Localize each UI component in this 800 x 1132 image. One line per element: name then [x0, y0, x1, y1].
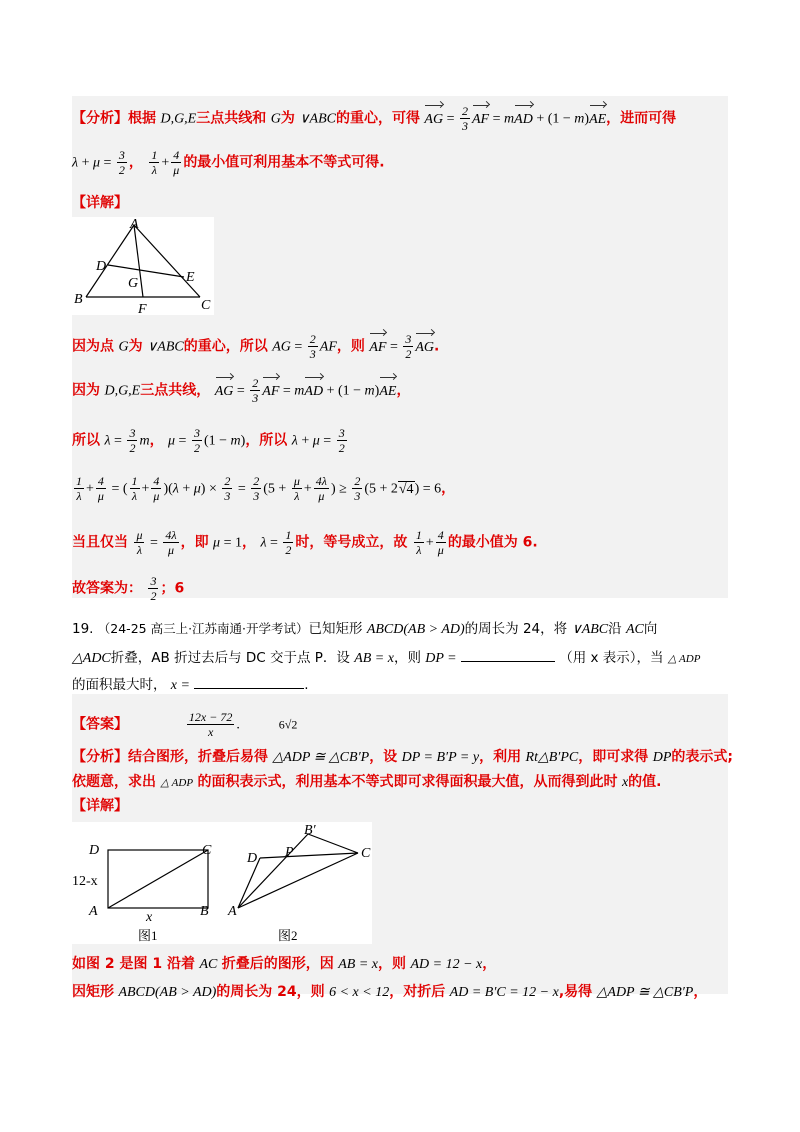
label-B: B	[74, 292, 83, 307]
detail19-line-1: 如图 2 是图 1 沿着 AC 折叠后的图形，因 AB = x，则 AD = 12 − x，	[72, 956, 497, 972]
answer-line: 【答案】 $\frac{12x - 72}{x}$ . 6√2	[72, 710, 298, 739]
label-G: G	[128, 276, 139, 291]
detail-line-5: 当且仅当 $\frac{\mu}{\lambda}$ = $\frac{4\lambda}{\mu}$ ，即 μ = 1， λ = $\frac{1}{2}$ 时，等号成立，故 $\frac{1}{\lambda}$ + $\frac{4}{\mu}$ 的最小值为 6.	[72, 528, 538, 557]
fig1-label-D: D	[89, 843, 100, 858]
detail19-line-2: 因矩形 ABCD(AB > AD)的周长为 24，则 6 < x < 12，对折后 AD = B′C = 12 − x,易得 △ADP ≅ △CB′P，	[72, 984, 708, 1000]
analysis19-line-1: 【分析】结合图形，折叠后易得 △ADP ≅ △CB′P，设 DP = B′P = y，利用 Rt△B′PC，即可求得 DP的表示式;	[72, 749, 733, 765]
analysis19-line-2: 依题意，求出 △ ADP 的面积表示式，利用基本不等式即可求得面积最大值，从而得到此时 x的值.	[72, 774, 662, 790]
triangle-figure	[72, 217, 214, 315]
fig2-label-C: C	[361, 846, 371, 861]
problem19-figures	[72, 822, 372, 944]
fig2-label-A: A	[228, 904, 237, 919]
answer-2: 6√2	[278, 717, 298, 732]
detail-label-row	[72, 193, 128, 213]
detail-line-4: $\frac{1}{\lambda}$ + $\frac{4}{\mu}$ = ( $\frac{1}{\lambda}$ + $\frac{4}{\mu}$ )(λ + μ) × $\frac{2}{3}$ = $\frac{2}{3}$ (5 + $\frac{\mu}{\lambda}$ + $\frac{4\lambda}{\mu}$ ) ≥ $\frac{2}{3}$ (5 + 2√4) = 6，	[76, 474, 456, 503]
fig2-label-P: P	[285, 845, 294, 860]
label-A: A	[130, 217, 139, 232]
fig2-caption: 图2	[278, 928, 298, 943]
problem19-line-2: △ADC折叠，AB 折过去后与 DC 交于点 P．设 AB = x，则 DP = （用 x 表示），当 △ ADP	[72, 647, 700, 669]
analysis-line-1: 【分析】根据 D,G,E三点共线和 G为 ∨ABC的重心，可得 AG = $\frac{2}{3}$ AF = mAD + (1 − m)AE，进而可得	[72, 104, 677, 133]
fig2-label-Bprime: B′	[304, 823, 316, 838]
answer-blank-2[interactable]	[194, 674, 304, 689]
detail-label: 【详解】	[72, 195, 128, 211]
answer-1: $\frac{12x - 72}{x}$	[188, 710, 233, 739]
fold-diagrams	[72, 822, 372, 944]
problem19-line-3: 的面积最大时， x = .	[72, 674, 309, 696]
fig1-label-A: A	[89, 904, 98, 919]
fig1-label-B: B	[200, 904, 209, 919]
formula-ag: AG	[424, 110, 443, 130]
analysis-line-2: λ + μ = $\frac{3}{2}$ ， $\frac{1}{\lambda}$ + $\frac{4}{\mu}$ 的最小值可利用基本不等式可得.	[72, 148, 385, 177]
fig1-label-C: C	[202, 843, 212, 858]
detail-line-2: 因为 D,G,E三点共线， AG = $\frac{2}{3}$ AF = mAD + (1 − m)AE，	[72, 376, 411, 405]
final-answer-line: 故答案为： $\frac{3}{2}$ ；6	[72, 574, 185, 603]
detail19-label-row: 【详解】	[72, 798, 128, 814]
fig1-label-x: x	[146, 910, 153, 925]
problem19-line-1: 19. （24-25 高三上·江苏南通·开学考试）已知矩形 ABCD(AB > AD)的周长为 24，将 ∨ABC沿 AC向	[72, 621, 658, 637]
problem-source: （24-25 高三上·江苏南通·开学考试）	[97, 621, 309, 636]
fig2-label-D: D	[247, 851, 258, 866]
label-E: E	[186, 270, 195, 285]
detail-line-1: 因为点 G为 ∨ABC的重心，所以 AG = $\frac{2}{3}$ AF，则 AF = $\frac{3}{2}$ AG.	[72, 332, 440, 361]
triangle-diagram	[72, 217, 214, 315]
answer-blank-1[interactable]	[461, 647, 555, 662]
label-D: D	[96, 259, 107, 274]
label-F: F	[138, 302, 147, 315]
problem-number: 19.	[72, 621, 94, 637]
answer-label: 【答案】	[72, 716, 128, 733]
label-C: C	[201, 298, 211, 313]
fig1-caption: 图1	[138, 928, 158, 943]
detail-line-3: 所以 λ = $\frac{3}{2}$ m， μ = $\frac{3}{2}$ (1 − m)，所以 λ + μ = $\frac{3}{2}$	[72, 426, 345, 455]
fig1-label-side: 12-x	[72, 874, 98, 889]
analysis-label: 【分析】	[72, 110, 128, 127]
